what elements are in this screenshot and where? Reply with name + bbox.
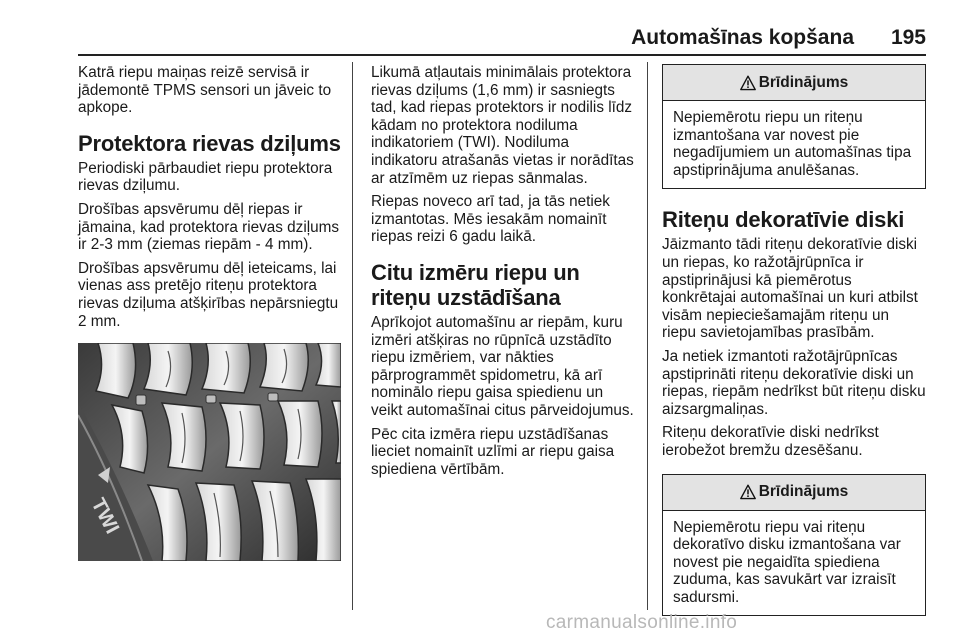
page-header	[78, 26, 926, 56]
watermark: carmanualsonline.info	[546, 612, 738, 633]
tpms-paragraph: Katrā riepu maiņas reizē servisā ir jādemontē TPMS sensori un jāveic to apkope.	[78, 64, 332, 117]
paragraph: Drošības apsvērumu dēļ ieteicams, lai vienas ass pretējo riteņu protektora rievas dziļuma atšķirības nepārsniegtu 2 mm.	[78, 259, 339, 330]
column-2	[371, 64, 636, 484]
warning-text: Nepiemērotu riepu un riteņu izmantošana var novest pie negadījumiem un automašīnas tipa apstiprinājuma anulēšanas.	[673, 109, 912, 179]
warning-triangle-icon	[740, 75, 756, 91]
warning-title: Brīdinājums	[758, 73, 849, 91]
warning-box-2	[662, 474, 926, 617]
column-3	[662, 64, 926, 622]
section-heading-wheel-covers: Riteņu dekoratīvie diski	[662, 207, 905, 233]
twi-marking-label: TWI	[86, 494, 124, 538]
column-divider-2	[647, 62, 648, 610]
warning-title: Brīdinājums	[758, 483, 849, 501]
page-title: Automašīnas kopšana	[631, 26, 854, 49]
paragraph: Aprīkojot automašīnu ar riepām, kuru izmēri atšķiras no rūpnīcā uzstādīto riepu izmēriem, var nākties pārprogrammēt spidometru, kā arī nominālo riepu gaisa spiedienu un veikt automašīnai citus pārveidojumus.	[371, 313, 634, 419]
paragraph: Jāizmanto tādi riteņu dekoratīvie diski un riepas, ko ražotājrūpnīca ir apstiprinājusi kā piemērotus konkrētajai automašīnai un kuri atbilst visām nepieciešamajām riteņu un riepu savietojamības prasībām.	[662, 236, 918, 342]
paragraph: Ja netiek izmantoti ražotājrūpnīcas apstiprināti riteņu dekoratīvie diski un riepas, riepām nedrīkst būt riteņu disku aizsargmaliņas.	[662, 347, 926, 418]
tire-tread-image	[78, 343, 341, 561]
column-divider-1	[352, 62, 353, 610]
section-heading-other-sizes: Citu izmēru riepu un riteņu uzstādīšana	[371, 259, 580, 310]
paragraph: Likumā atļautais minimālais protektora rievas dziļums (1,6 mm) ir sasniegts tad, kad riepas protektors ir nodilis līdz kādam no protektora nodiluma indikatoriem (TWI). Nodiluma indikatoru atrašanās vietas ir norādītas ar atzīmēm uz riepas sānmalas.	[371, 64, 634, 187]
warning-text: Nepiemērotu riepu vai riteņu dekoratīvo disku izmantošana var novest pie negaidīta spiediena zuduma, kas savukārt var izraisīt sadursmi.	[673, 518, 901, 606]
header-divider	[78, 54, 926, 56]
paragraph: Pēc cita izmēra riepu uzstādīšanas lieciet nomainīt uzlīmi ar riepu gaisa spiediena vērtībām.	[371, 425, 615, 478]
warning-header	[663, 65, 925, 101]
warning-box-1	[662, 64, 926, 189]
paragraph: Riteņu dekoratīvie diski nedrīkst ierobežot bremžu dzesēšanu.	[662, 424, 879, 459]
paragraph: Riepas noveco arī tad, ja tās netiek izmantotas. Mēs iesakām nomainīt riepas reizi 6 gadu laikā.	[371, 193, 610, 246]
page-number: 195	[890, 26, 926, 49]
section-heading-tread-depth: Protektora rievas dziļums	[78, 130, 341, 156]
warning-header	[663, 475, 925, 511]
paragraph: Drošības apsvērumu dēļ riepas ir jāmaina, kad protektora rievas dziļums ir 2-3 mm (ziemas riepām - 4 mm).	[78, 200, 340, 254]
paragraph: Periodiski pārbaudiet riepu protektora rievas dziļumu.	[78, 159, 333, 195]
warning-triangle-icon	[740, 484, 756, 500]
column-1	[78, 64, 346, 561]
